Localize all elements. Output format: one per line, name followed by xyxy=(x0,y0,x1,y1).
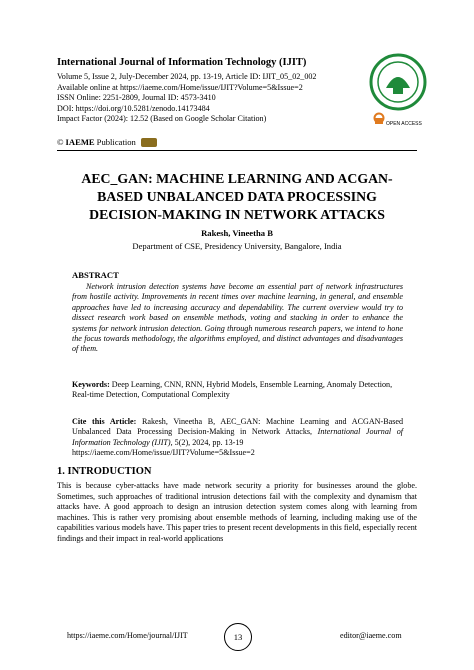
available-online-link[interactable]: Available online at https://iaeme.com/Home/issue/IJIT?Volume=5&Issue=2 xyxy=(57,82,303,92)
journal-metadata xyxy=(57,72,316,125)
affiliation: Department of CSE, Presidency University, Bangalore, India xyxy=(132,241,342,251)
citation xyxy=(72,417,403,459)
keywords-text: Deep Learning, CNN, RNN, Hybrid Models, Ensemble Learning, Anomaly Detection, Real-time Detection, Computational Complexity xyxy=(72,380,393,400)
open-access-label: OPEN ACCESS xyxy=(386,121,422,127)
abstract-text: Network intrusion detection systems have become an essential part of network infrastructures from hostile activity. Improvements in recent times over machine learning, in general, and ensemble approaches have led to increasing accuracy and dependability. The current overview would try to dissect research work based on ensemble methods, voting and stacking in order to enhance the systems for network intrusion detection. Going through numerous research papers, we intend to hone the focus towards methodology, the algorithms employed, and distinct advantages and disadvantages of them. xyxy=(72,282,403,354)
citation-url-link[interactable]: https://iaeme.com/Home/issue/IJIT?Volume=5&Issue=2 xyxy=(72,448,255,458)
doi-link[interactable]: DOI: https://doi.org/10.5281/zenodo.14173484 xyxy=(57,103,210,113)
publisher-name: IAEME xyxy=(65,137,95,147)
issn-line: ISSN Online: 2251-2809, Journal ID: 4573-3410 xyxy=(57,93,216,103)
introduction-text: This is because cyber-attacks have made network security a priority for businesses around the globe. Sometimes, such approaches of traditional intrusion detections fail with the complexity and dynamism that attacks have. A good approach to design an intrusion detection system comes along with learning from machines. This is rather very promising about ensemble methods of learning, including making use of the capabilities various models have. This paper tries to present recent developments in this field, especially recent findings and their impact in real-world applications xyxy=(57,481,417,543)
title-line: AEC_GAN: MACHINE LEARNING AND ACGAN- xyxy=(81,171,393,186)
authors: Rakesh, Vineetha B xyxy=(201,228,273,238)
section-heading-introduction: 1. INTRODUCTION xyxy=(57,466,152,477)
journal-title: International Journal of Information Technology (IJIT) xyxy=(57,57,307,68)
abstract-heading: ABSTRACT xyxy=(72,270,119,280)
impact-factor-line: Impact Factor (2024): 12.52 (Based on Google Scholar Citation) xyxy=(57,114,267,124)
footer-journal-link[interactable]: https://iaeme.com/Home/journal/IJIT xyxy=(67,631,188,640)
publisher-badge-icon xyxy=(141,138,157,147)
journal-logo-icon xyxy=(368,52,428,112)
paper-title xyxy=(50,170,424,224)
citation-text-after: , 5(2), 2024, pp. 13-19 xyxy=(170,437,244,447)
keywords xyxy=(72,380,403,401)
keywords-label: Keywords: xyxy=(72,380,110,389)
copyright-symbol: © xyxy=(57,137,64,147)
title-line: BASED UNBALANCED DATA PROCESSING xyxy=(97,189,377,204)
volume-line: Volume 5, Issue 2, July-December 2024, pp. 13-19, Article ID: IJIT_05_02_002 xyxy=(57,72,317,81)
footer-email-link[interactable]: editor@iaeme.com xyxy=(340,631,402,640)
title-line: DECISION-MAKING IN NETWORK ATTACKS xyxy=(89,207,385,222)
header-divider xyxy=(57,150,417,151)
citation-text: Rakesh, Vineetha B, AEC_GAN: Machine Learning and ACGAN-Based Unbalanced Data Processing Decision-Making in Network Attacks, xyxy=(72,417,403,437)
page-number: 13 xyxy=(224,623,252,651)
citation-label: Cite this Article: xyxy=(72,417,137,426)
publisher-line xyxy=(57,137,157,147)
citation-journal: International Journal of Information Technology (IJIT) xyxy=(72,427,403,447)
publisher-suffix: Publication xyxy=(96,137,136,147)
